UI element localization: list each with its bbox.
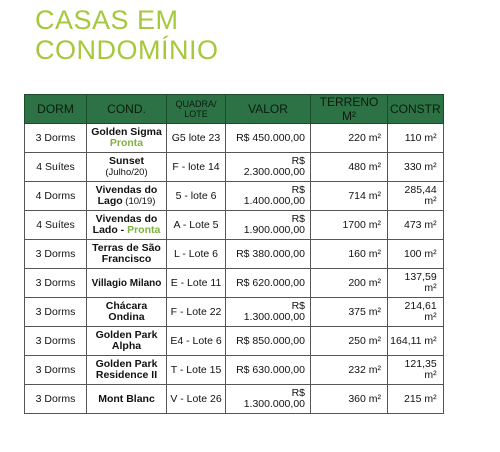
cond-status: Pronta [127, 224, 161, 236]
cell-terreno: 714 m² [311, 182, 388, 211]
cond-name-2: Ondina [108, 311, 145, 323]
cell-terreno: 250 m² [311, 327, 388, 356]
cond-name-2 [89, 196, 164, 207]
cell-dorm: 4 Suítes [25, 153, 87, 182]
header-valor: VALOR [226, 95, 311, 124]
cell-valor: R$ 2.300.000,00 [226, 153, 311, 182]
cell-cond [87, 153, 167, 182]
cell-cond [87, 327, 167, 356]
table-row [25, 269, 444, 298]
table-row [25, 298, 444, 327]
cell-constr: 100 m² [388, 240, 444, 269]
cell-dorm: 3 Dorms [25, 356, 87, 385]
cell-cond [87, 356, 167, 385]
page-title [35, 5, 219, 65]
header-quadra-lote: QUADRA/ LOTE [167, 95, 226, 124]
cell-terreno: 375 m² [311, 298, 388, 327]
cell-valor: R$ 1.400.000,00 [226, 182, 311, 211]
cond-name-2 [89, 225, 164, 236]
cell-constr: 214,61 m² [388, 298, 444, 327]
header-constr: CONSTR [388, 95, 444, 124]
cell-dorm: 3 Dorms [25, 124, 87, 153]
cond-date: (10/19) [122, 196, 156, 207]
cell-terreno: 200 m² [311, 269, 388, 298]
cell-terreno: 360 m² [311, 385, 388, 414]
cell-terreno: 220 m² [311, 124, 388, 153]
cell-dorm: 3 Dorms [25, 327, 87, 356]
title-line-1: CASAS EM [35, 5, 179, 35]
cell-constr: 121,35 m² [388, 356, 444, 385]
cell-dorm: 4 Dorms [25, 182, 87, 211]
cond-name-2: Alpha [111, 340, 142, 352]
cell-dorm: 3 Dorms [25, 385, 87, 414]
cond-name: Golden Sigma [91, 126, 162, 138]
table-row [25, 182, 444, 211]
table-row [25, 327, 444, 356]
table-row [25, 124, 444, 153]
cell-dorm: 3 Dorms [25, 269, 87, 298]
cell-quadra: F - lote 14 [167, 153, 226, 182]
cond-name: Vivendas do [95, 213, 158, 225]
table-row [25, 153, 444, 182]
cell-cond [87, 124, 167, 153]
cell-valor: R$ 1.900.000,00 [226, 211, 311, 240]
cond-name: Golden Park [95, 358, 158, 370]
table-row [25, 356, 444, 385]
cell-valor: R$ 620.000,00 [226, 269, 311, 298]
cell-quadra: A - Lote 5 [167, 211, 226, 240]
cell-quadra: F - Lote 22 [167, 298, 226, 327]
cell-quadra: 5 - lote 6 [167, 182, 226, 211]
table-row [25, 211, 444, 240]
cell-dorm: 4 Suítes [25, 211, 87, 240]
cell-valor: R$ 630.000,00 [226, 356, 311, 385]
cond-status: Pronta [109, 137, 144, 149]
cond-name: Vivendas do [95, 184, 158, 196]
header-dorm: DORM [25, 95, 87, 124]
cell-quadra: T - Lote 15 [167, 356, 226, 385]
cell-terreno: 160 m² [311, 240, 388, 269]
cell-constr: 137,59 m² [388, 269, 444, 298]
cell-valor: R$ 1.300.000,00 [226, 298, 311, 327]
cell-cond [87, 211, 167, 240]
cell-quadra: G5 lote 23 [167, 124, 226, 153]
header-cond: COND. [87, 95, 167, 124]
title-line-2: CONDOMÍNIO [35, 35, 219, 65]
cell-quadra: E4 - Lote 6 [167, 327, 226, 356]
header-terreno: TERRENO M² [311, 95, 388, 124]
cell-cond [87, 182, 167, 211]
cell-valor: R$ 450.000,00 [226, 124, 311, 153]
cond-name-2: Residence II [95, 369, 158, 381]
cell-terreno: 1700 m² [311, 211, 388, 240]
cond-name: Golden Park [95, 329, 158, 341]
cell-cond [87, 298, 167, 327]
cond-name: Chácara [105, 300, 148, 312]
cell-constr: 110 m² [388, 124, 444, 153]
cell-cond: Villagio Milano [87, 269, 167, 298]
cell-quadra: E - Lote 11 [167, 269, 226, 298]
cond-name: Sunset [108, 155, 144, 167]
cond-name-part: Lago [97, 195, 123, 207]
cond-name-2: Francisco [101, 253, 152, 265]
table-header-row [25, 95, 444, 124]
cell-cond: Mont Blanc [87, 385, 167, 414]
cell-terreno: 480 m² [311, 153, 388, 182]
cell-constr: 473 m² [388, 211, 444, 240]
cell-cond [87, 240, 167, 269]
cell-constr: 330 m² [388, 153, 444, 182]
cell-constr: 215 m² [388, 385, 444, 414]
cell-constr: 164,11 m² [388, 327, 444, 356]
cond-name: Terras de São [92, 242, 161, 254]
table-row [25, 385, 444, 414]
cell-quadra: L - Lote 6 [167, 240, 226, 269]
cell-valor: R$ 1.300.000,00 [226, 385, 311, 414]
listings-table [24, 94, 444, 414]
cell-terreno: 232 m² [311, 356, 388, 385]
cond-name-part: Lado - [92, 224, 128, 236]
cell-quadra: V - Lote 26 [167, 385, 226, 414]
cell-dorm: 3 Dorms [25, 298, 87, 327]
cond-status: (Julho/20) [105, 167, 148, 178]
cell-valor: R$ 850.000,00 [226, 327, 311, 356]
table-row [25, 240, 444, 269]
cell-constr: 285,44 m² [388, 182, 444, 211]
cell-valor: R$ 380.000,00 [226, 240, 311, 269]
cell-dorm: 3 Dorms [25, 240, 87, 269]
